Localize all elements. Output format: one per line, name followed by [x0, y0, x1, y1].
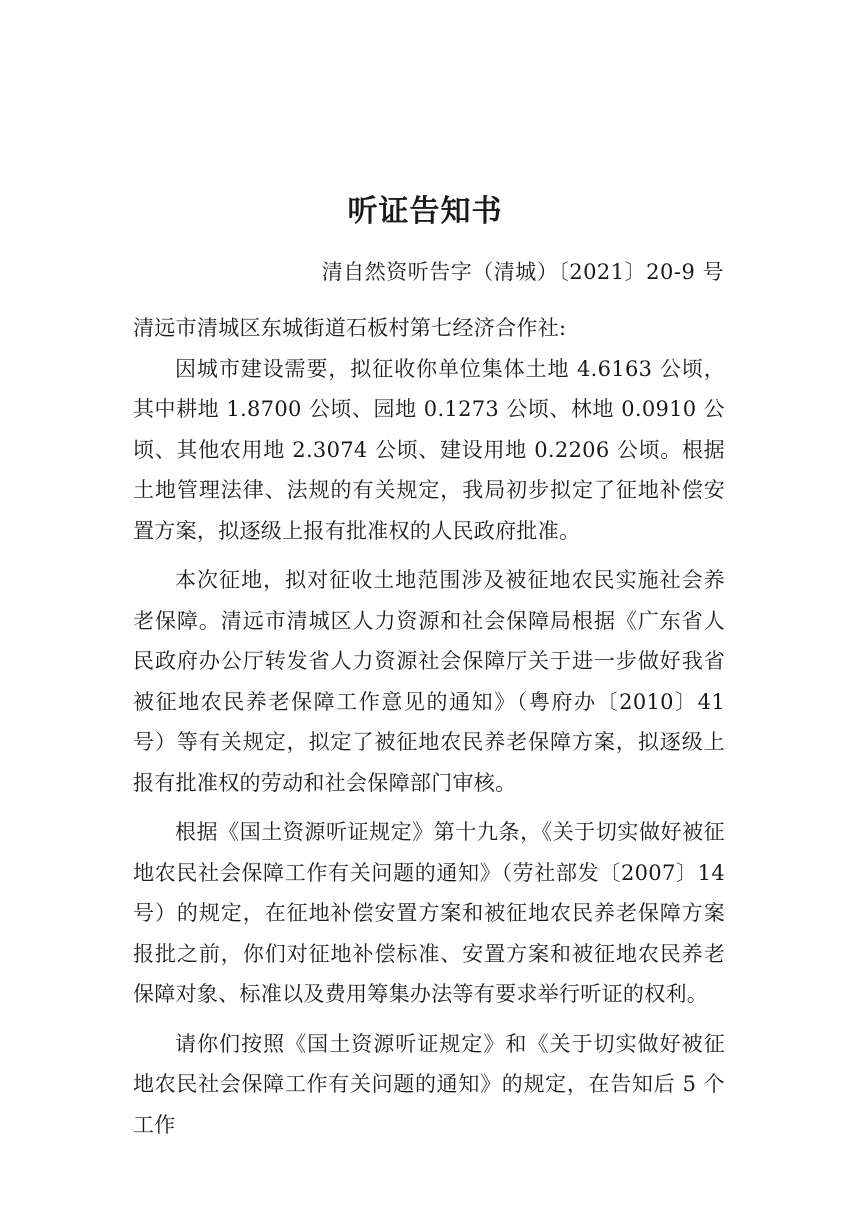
- paragraph-hearing-rights: 根据《国土资源听证规定》第十九条，《关于切实做好被征地农民社会保障工作有关问题的通知》（劳社部发〔2007〕14 号）的规定，在征地补偿安置方案和被征地农民养老保障方案报批之前，你们对征地补偿标准、安置方案和被征地农民养老保障对象、标准以及费用筹集办法等有要求举行听证的权利。: [133, 820, 725, 1006]
- addressee-line: 清远市清城区东城街道石板村第七经济合作社:: [133, 316, 567, 340]
- paragraph-hearing-request: 请你们按照《国土资源听证规定》和《关于切实做好被征地农民社会保障工作有关问题的通知》的规定，在告知后 5 个工作: [133, 1031, 725, 1137]
- paragraph-social-security: 本次征地，拟对征收土地范围涉及被征地农民实施社会养老保障。清远市清城区人力资源和社会保障局根据《广东省人民政府办公厅转发省人力资源社会保障厅关于进一步做好我省被征地农民养老保障工作意见的通知》（粤府办〔2010〕41 号）等有关规定，拟定了被征地农民养老保障方案，拟逐级上报有批准权的劳动和社会保障部门审核。: [133, 568, 725, 795]
- paragraph-land-acquisition: 因城市建设需要，拟征收你单位集体土地 4.6163 公顷，其中耕地 1.8700 公顷、园地 0.1273 公顷、林地 0.0910 公顷、其他农用地 2.3074 公顷、建设用地 0.2206 公顷。根据土地管理法律、法规的有关规定，我局初步拟定了征地补偿安置方案，拟逐级上报有批准权的人民政府批准。: [133, 356, 725, 543]
- document-body: [133, 308, 725, 1145]
- document-number: 清自然资听告字（清城）〔2021〕20-9 号: [321, 260, 724, 284]
- document-title: 听证告知书: [347, 194, 503, 229]
